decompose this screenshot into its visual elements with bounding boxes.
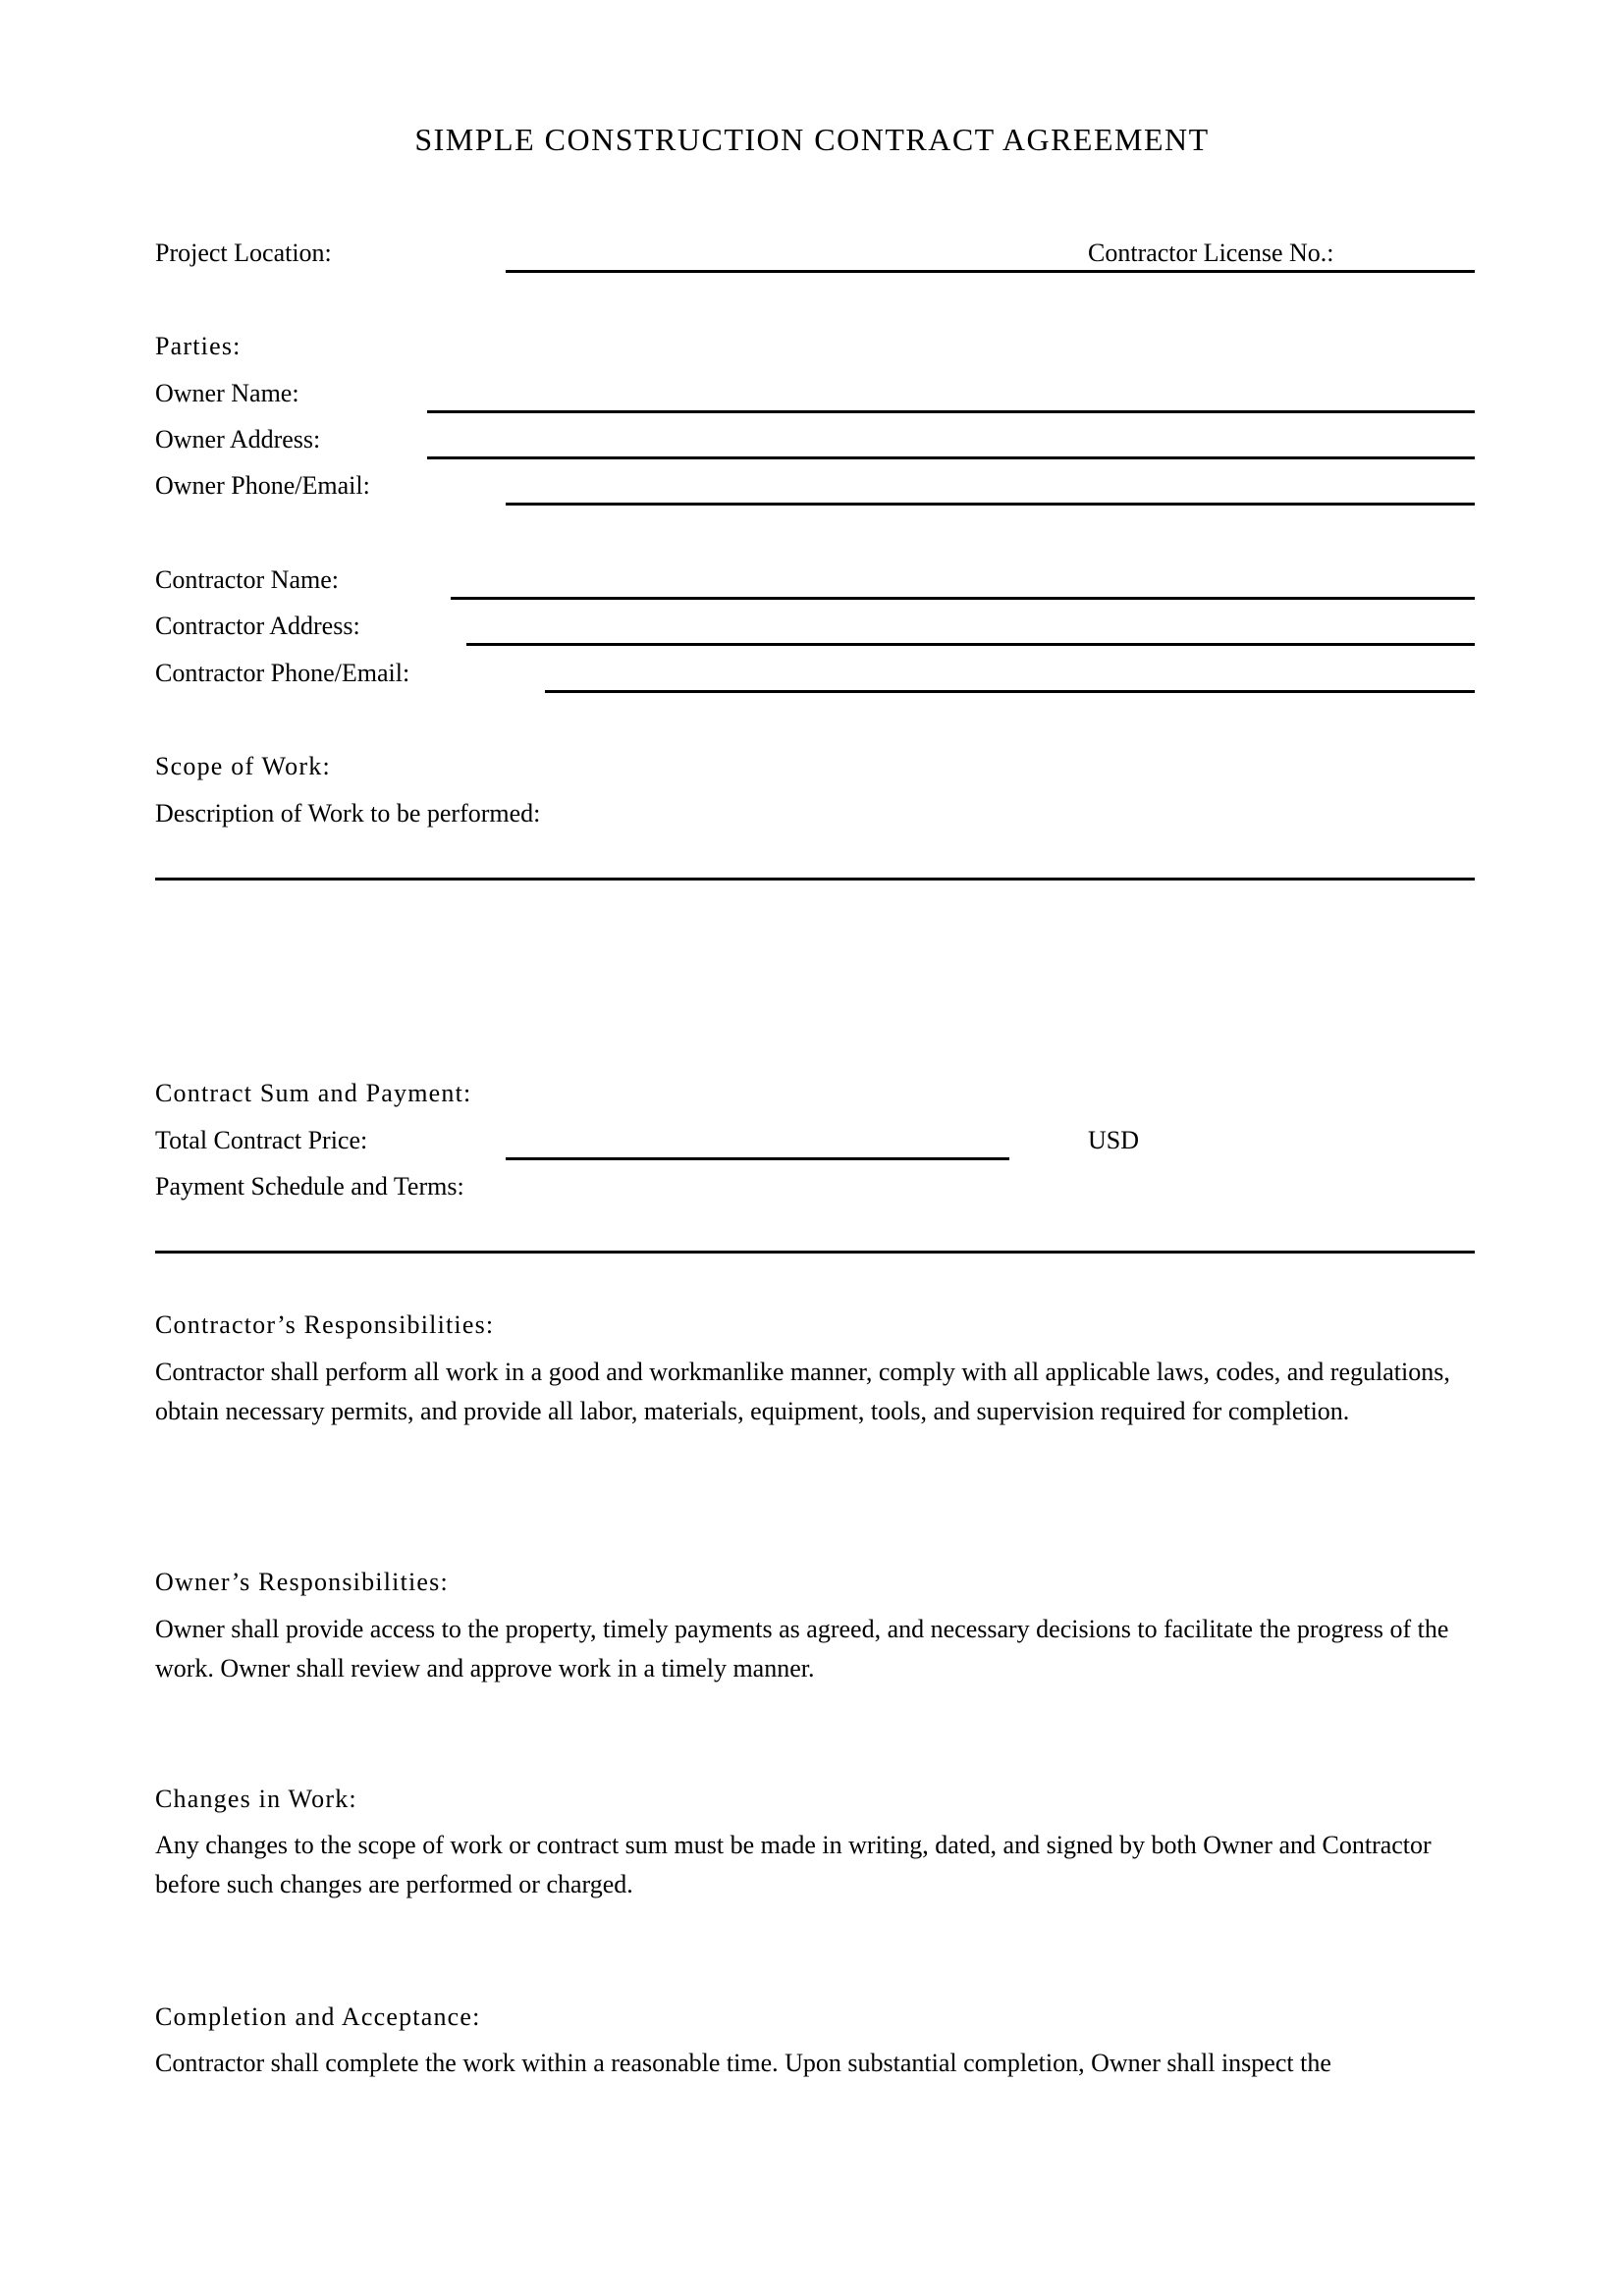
contractor-responsibilities-heading: Contractor’s Responsibilities: bbox=[155, 1310, 495, 1339]
payment-schedule-field[interactable] bbox=[155, 1222, 1475, 1254]
owner-address-label: Owner Address: bbox=[155, 425, 321, 454]
contractor-contact-label: Contractor Phone/Email: bbox=[155, 659, 410, 687]
completion-heading: Completion and Acceptance: bbox=[155, 2002, 481, 2031]
owner-name-label: Owner Name: bbox=[155, 379, 299, 407]
scope-heading: Scope of Work: bbox=[155, 752, 331, 780]
contractor-responsibilities-text: Contractor shall perform all work in a good and workmanlike manner, comply with all applicable laws, codes, and regulations, obtain necessary permits, and provide all labor, materials, equipment, tools, and supervision required for completion. bbox=[155, 1358, 1450, 1425]
owner-name-field[interactable] bbox=[427, 382, 1475, 413]
total-price-field[interactable] bbox=[506, 1129, 1009, 1160]
contractor-address-field[interactable] bbox=[466, 614, 1475, 646]
total-price-label: Total Contract Price: bbox=[155, 1126, 368, 1154]
contractor-name-field[interactable] bbox=[451, 568, 1475, 600]
parties-heading: Parties: bbox=[155, 332, 242, 360]
contractor-address-label: Contractor Address: bbox=[155, 612, 360, 640]
currency-label: USD bbox=[1088, 1126, 1140, 1154]
scope-description-field[interactable] bbox=[155, 849, 1475, 881]
payment-schedule-label: Payment Schedule and Terms: bbox=[155, 1172, 464, 1201]
contractor-license-label: Contractor License No.: bbox=[1088, 238, 1340, 269]
owner-address-field[interactable] bbox=[427, 428, 1475, 459]
contractor-name-label: Contractor Name: bbox=[155, 565, 339, 594]
payment-heading: Contract Sum and Payment: bbox=[155, 1079, 472, 1107]
scope-description-label: Description of Work to be performed: bbox=[155, 799, 541, 828]
changes-heading: Changes in Work: bbox=[155, 1785, 357, 1813]
completion-text: Contractor shall complete the work within a reasonable time. Upon substantial completion, Owner shall inspect the bbox=[155, 2049, 1331, 2077]
owner-responsibilities-heading: Owner’s Responsibilities: bbox=[155, 1568, 449, 1596]
contractor-contact-field[interactable] bbox=[545, 662, 1475, 693]
changes-text: Any changes to the scope of work or contract sum must be made in writing, dated, and signed by both Owner and Contractor before such changes are performed or charged. bbox=[155, 1831, 1432, 1898]
owner-responsibilities-text: Owner shall provide access to the property, timely payments as agreed, and necessary decisions to facilitate the progress of the work. Owner shall review and approve work in a timely manner. bbox=[155, 1615, 1449, 1682]
owner-contact-label: Owner Phone/Email: bbox=[155, 471, 370, 500]
project-location-label: Project Location: bbox=[155, 239, 332, 267]
owner-contact-field[interactable] bbox=[506, 474, 1475, 506]
document-title: SIMPLE CONSTRUCTION CONTRACT AGREEMENT bbox=[414, 122, 1210, 157]
